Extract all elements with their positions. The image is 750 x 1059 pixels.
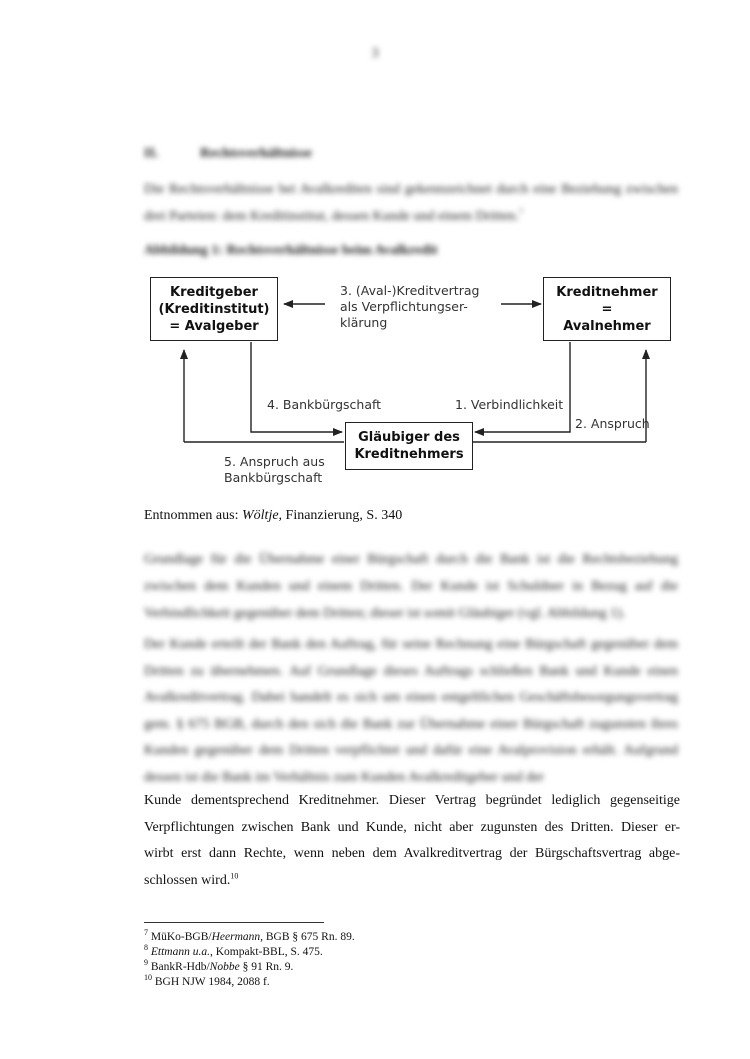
contract-line-3: klärung [340, 315, 388, 330]
footnote-7-author: Heermann [211, 931, 261, 943]
label-contract [340, 283, 479, 331]
footnote-10 [144, 975, 270, 989]
section-title: Rechtsverhältnisse [200, 146, 312, 161]
source-prefix: Entnommen aus: [144, 508, 242, 523]
contract-line-2: als Verpflichtungser- [340, 299, 468, 314]
kreditgeber-line-1: Kreditgeber [170, 284, 258, 300]
footnote-8-author: Ettmann u.a. [150, 946, 210, 958]
kreditnehmer-line-3: Avalnehmer [563, 318, 651, 334]
kreditnehmer-line-2: = [601, 301, 613, 317]
anspruch-aus-line-2: Bankbürgschaft [224, 470, 323, 485]
footnote-9 [144, 960, 293, 974]
label-anspruch: 2. Anspruch [575, 416, 650, 431]
footnote-ref-10: 10 [230, 870, 239, 880]
footnote-ref-7: 7 [518, 207, 523, 217]
paragraph-3-line-1: Kunde dementsprechend Kreditnehmer. Dieser Vertrag begründet lediglich gegenseitige [144, 793, 680, 808]
footnote-8-post: , Kompakt-BBL, S. 475. [209, 946, 323, 958]
footnote-9-post: § 91 Rn. 9. [239, 961, 294, 973]
kreditgeber-line-3: = Avalgeber [169, 318, 259, 334]
section-numeral: II. [144, 146, 159, 161]
footnote-10-pre: BGH NJW 1984, 2088 f. [152, 976, 270, 988]
footnote-7 [144, 930, 355, 944]
box-kreditgeber [150, 277, 278, 341]
footnote-7-post: , BGB § 675 Rn. 89. [260, 931, 355, 943]
figure-caption: Abbildung 1: Rechtsverhältnisse beim Avalkredit [144, 243, 438, 258]
footnote-10-number: 10 [144, 973, 152, 983]
contract-line-1: 3. (Aval-)Kreditvertrag [340, 283, 480, 298]
source-rest: Finanzierung, S. 340 [282, 508, 403, 523]
figure-source [144, 508, 402, 524]
section-heading [144, 146, 312, 162]
label-verbindlichkeit: 1. Verbindlichkeit [455, 397, 564, 412]
footnote-7-pre: MüKo-BGB/ [148, 931, 212, 943]
footnote-8 [144, 945, 323, 959]
paragraph-3 [144, 788, 680, 894]
glaeubiger-line-2: Kreditnehmers [354, 447, 464, 462]
footnote-8-number: 8 [144, 943, 148, 953]
paragraph-3-blurred: Der Kunde erteilt der Bank den Auftrag, für seine Rechnung eine Bürgschaft gegenüber dem Dritten zu übernehmen. Auf Grundlage dieses Auftrags schließen Bank und Kunde einen Avalkreditvertrag. Dabei handelt es sich um einen entgeltlichen Geschäftsbesorgungsvertrag gem. § 675 BGB, durch den sich die Bank zur Übernahme einer Bürgschaft zugunsten ihres Kunden gegenüber dem Dritten verpflichtet und dafür eine Avalprovision erhält. Aufgrund dessen ist die Bank im Verhältnis zum Kunden Avalkreditgeber und der [144, 637, 678, 785]
paragraph-3-line-2: Verpflichtungen zwischen Bank und Kunde, nicht aber zugunsten des Dritten. Dieser er- [144, 819, 680, 835]
relationship-diagram [144, 270, 664, 500]
arrow-verbindlichkeit [475, 342, 570, 432]
footnote-separator [144, 922, 324, 923]
paragraph-3-line-4-text: schlossen wird. [144, 872, 231, 888]
anspruch-aus-line-1: 5. Anspruch aus [224, 454, 325, 469]
box-glaeubiger [345, 422, 473, 470]
footnote-7-number: 7 [144, 928, 148, 938]
page-number: 3 [371, 46, 379, 61]
arrow-bankbuergschaft [251, 342, 342, 432]
kreditnehmer-line-1: Kreditnehmer [556, 284, 658, 300]
paragraph-3-line-3: wirbt erst dann Rechte, wenn neben dem Avalkreditvertrag der Bürgschaftsvertrag abge- [144, 846, 680, 861]
footnote-9-pre: BankR-Hdb/ [148, 961, 210, 973]
intro-text: Die Rechtsverhältnisse bei Avalkrediten sind gekennzeichnet durch eine Beziehung zwischen drei Parteien: dem Kreditinstitut, dessen Kunde und einem Dritten. [144, 182, 678, 224]
footnote-9-number: 9 [144, 958, 148, 968]
footnote-9-author: Nobbe [209, 961, 240, 973]
intro-paragraph [144, 176, 678, 230]
paragraph-2: Grundlage für die Übernahme einer Bürgschaft durch die Bank ist die Rechtsbeziehung zwischen dem Kunden und einem Dritten. Der Kunde ist Schuldner in Bezug auf die Verbindlichkeit gegenüber dem Dritten; dieser ist somit Gläubiger (vgl. Abbildung 1). [144, 552, 678, 621]
label-bankbuergschaft: 4. Bankbürgschaft [267, 397, 382, 412]
box-kreditnehmer [543, 277, 671, 341]
source-author: Wöltje, [242, 508, 283, 523]
glaeubiger-line-1: Gläubiger des [358, 430, 460, 445]
paragraph-3-line-4 [144, 868, 680, 895]
kreditgeber-line-2: (Kreditinstitut) [158, 301, 270, 317]
label-anspruch-aus [224, 454, 325, 486]
